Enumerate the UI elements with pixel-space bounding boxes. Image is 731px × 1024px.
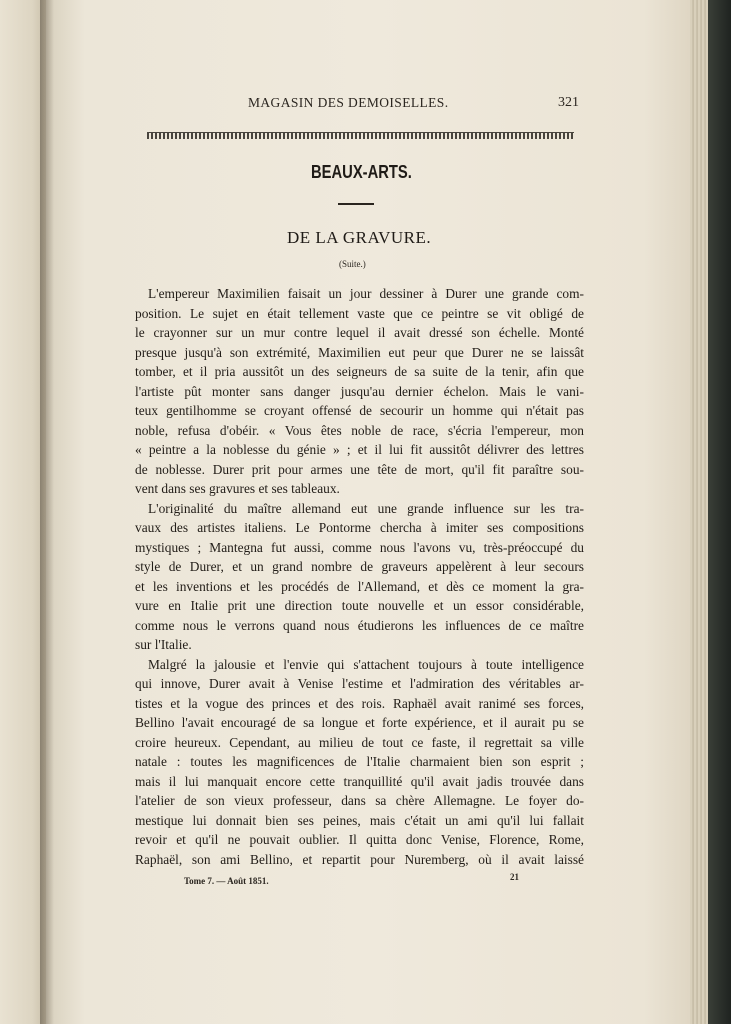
body-line: L'originalité du maître allemand eut une grande influence sur les tra- [148, 500, 584, 516]
body-line: vent dans ses gravures et ses tableaux. [135, 481, 340, 496]
body-line: revoir et qu'il ne pouvait oublier. Il quitta donc Venise, Florence, Rome, [135, 832, 584, 847]
body-line: qui innove, Durer avait à Venise l'estime et l'admiration des véritables ar- [135, 676, 584, 691]
body-line: position. Le sujet en était tellement vaste que ce peintre se vit obligé de [135, 305, 584, 321]
body-line: de noblesse. Durer prit pour armes une tête de mort, qu'il fit paraître sou- [135, 461, 584, 477]
body-line: croire heureux. Cependant, au milieu de tout ce faste, il regrettait sa ville [135, 734, 584, 750]
ornamental-rule [147, 132, 574, 139]
body-line: Bellino l'avait encouragé de sa longue et forte expérience, et il aurait pu se [135, 715, 584, 730]
page-edges [690, 0, 710, 1024]
body-line: mestique lui donnait bien ses peines, mais c'était un ami qu'il lui fallait [135, 812, 584, 828]
volume-date: Tome 7. — Août 1851. [184, 876, 269, 886]
body-line: mais il lui manquait encore cette tranquillité qu'il avait jadis trouvée dans [135, 773, 584, 789]
body-line: sur l'Italie. [135, 637, 192, 652]
section-title: BEAUX-ARTS. [311, 162, 412, 182]
body-line: mystiques ; Mantegna fut aussi, comme nous l'avons vu, très-préoccupé du [135, 539, 584, 555]
article-subtitle: (Suite.) [339, 259, 366, 269]
body-line: style de Durer, et un grand nombre de graveurs appelèrent à leur secours [135, 559, 584, 574]
body-line: presque jusqu'à son extrémité, Maximilien eut peur que Durer ne se laissât [135, 344, 584, 360]
body-line: « peintre a la noblesse du génie » ; et il lui fit aussitôt délivrer des lettres [135, 442, 584, 457]
body-line: tistes et la vogue des princes et des rois. Raphaël avait ranimé ses forces, [135, 695, 584, 711]
body-line: Raphaël, son ami Bellino, et repartit pour Nuremberg, où il avait laissé [135, 851, 584, 867]
book-cover [708, 0, 731, 1024]
signature-mark: 21 [510, 872, 519, 882]
body-line: L'empereur Maximilien faisait un jour dessiner à Durer une grande com- [148, 286, 584, 301]
book-gutter [40, 0, 54, 1024]
running-head: MAGASIN DES DEMOISELLES. [248, 95, 449, 110]
body-line: l'atelier de son vieux professeur, dans sa chère Allemagne. Le foyer do- [135, 793, 584, 808]
body-line: le crayonner sur un mur contre lequel il avait dressé son échelle. Monté [135, 325, 584, 340]
body-line: noble, refusa d'obéir. « Vous êtes noble de race, s'écria l'empereur, mon [135, 422, 584, 438]
article-body [135, 284, 584, 869]
body-line: l'artiste pût monter sans danger jusqu'au dernier échelon. Mais le vani- [135, 383, 584, 399]
title-divider [338, 203, 374, 205]
page-number: 321 [558, 95, 579, 110]
body-line: tomber, et il pria aussitôt un des seigneurs de sa suite de la tenir, afin que [135, 364, 584, 379]
body-line: vure en Italie prit une direction toute nouvelle et un essor considérable, [135, 598, 584, 613]
body-line: teux gentilhomme se croyant offensé de secourir un homme qui n'était pas [135, 403, 584, 418]
body-line: vaux des artistes italiens. Le Pontorme chercha à imiter ses compositions [135, 520, 584, 535]
body-line: et les inventions et les procédés de l'Allemand, et dès ce moment la gra- [135, 578, 584, 594]
article-title: DE LA GRAVURE. [287, 228, 432, 247]
body-line: natale : toutes les magnificences de l'Italie charmaient bien son esprit ; [135, 754, 584, 769]
body-line: Malgré la jalousie et l'envie qui s'attachent toujours à toute intelligence [148, 656, 584, 672]
body-line: comme nous le verrons quand nous étudierons les influences de ce maître [135, 617, 584, 633]
